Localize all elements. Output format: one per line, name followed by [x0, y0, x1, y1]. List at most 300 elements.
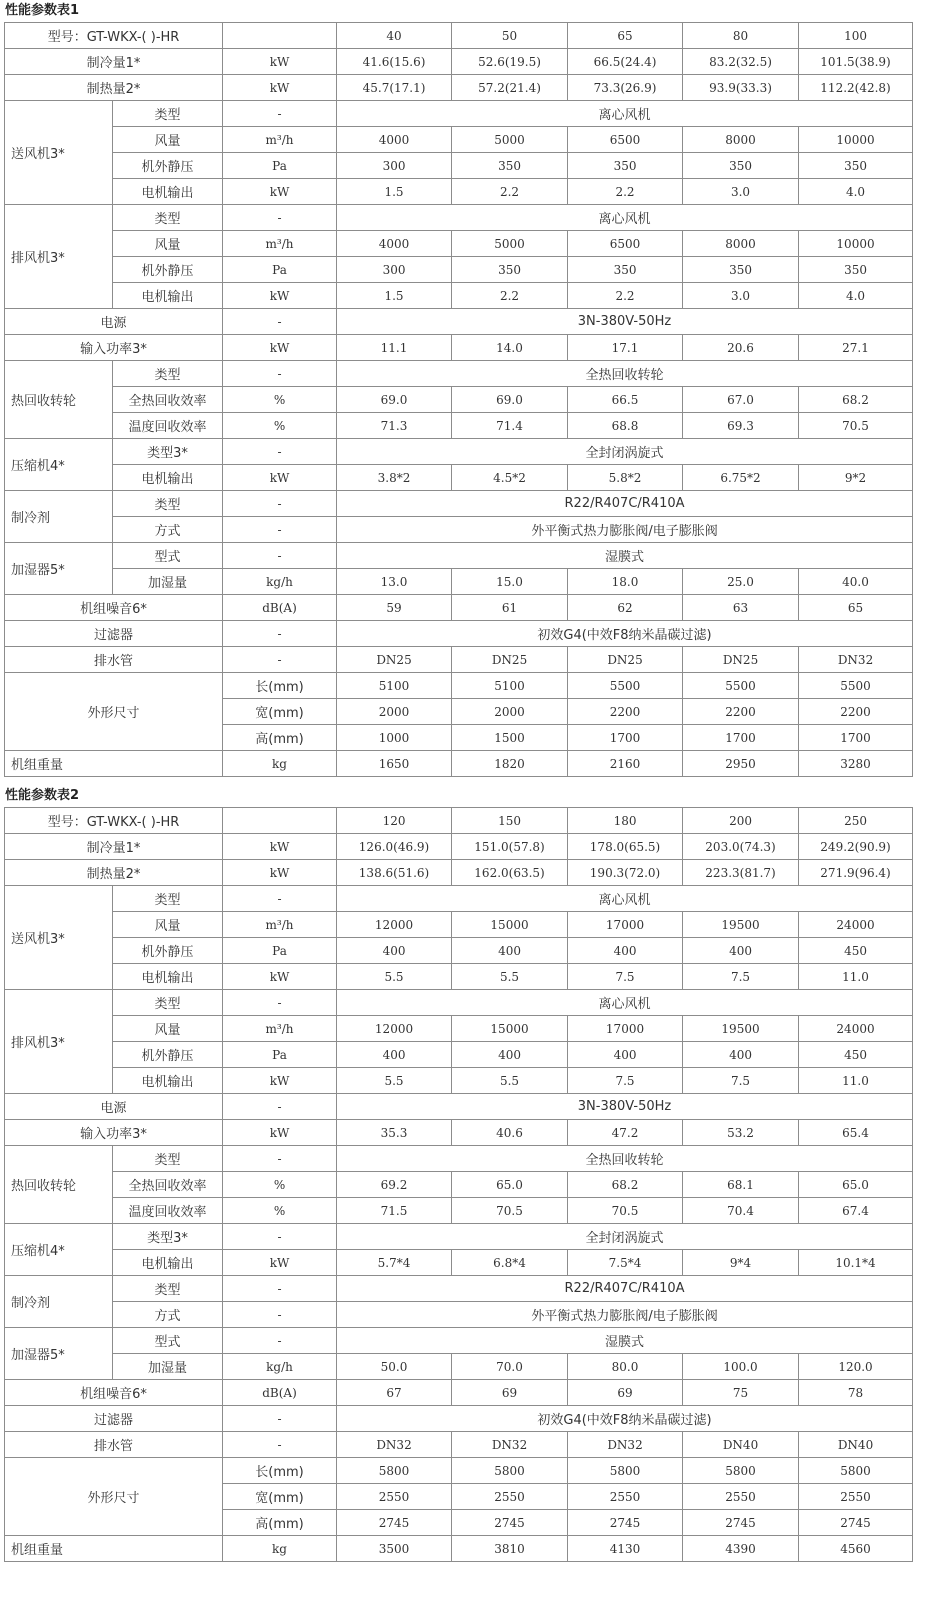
value-cell: 1700: [799, 725, 913, 751]
value-cell: 400: [568, 938, 683, 964]
value-cell: 5500: [568, 673, 683, 699]
value-cell: 1650: [337, 751, 452, 777]
value-cell: 19500: [683, 1016, 799, 1042]
unit-cell: -: [223, 621, 337, 647]
sub-label: 电机输出: [113, 283, 223, 309]
table-row: [5, 335, 913, 361]
sub-label: 电机输出: [113, 1250, 223, 1276]
table-row: [5, 1458, 913, 1484]
row-label: 输入功率3*: [5, 335, 223, 361]
sub-label: 风量: [113, 1016, 223, 1042]
value-cell: 2550: [452, 1484, 568, 1510]
value-cell: 69.0: [337, 387, 452, 413]
row-label: 机组重量: [5, 1536, 223, 1562]
unit-cell: kg/h: [223, 569, 337, 595]
table-row: [5, 1172, 913, 1198]
span-value-cell: R22/R407C/R410A: [337, 1276, 913, 1302]
unit-cell: kW: [223, 283, 337, 309]
value-cell: 3.0: [683, 283, 799, 309]
group-label: 热回收转轮: [5, 361, 113, 439]
value-cell: 350: [452, 153, 568, 179]
span-value-cell: 全封闭涡旋式: [337, 1224, 913, 1250]
value-cell: 1700: [683, 725, 799, 751]
sub-label: 类型: [113, 205, 223, 231]
value-cell: 126.0(46.9): [337, 834, 452, 860]
value-cell: 5.7*4: [337, 1250, 452, 1276]
value-cell: 5.8*2: [568, 465, 683, 491]
unit-cell: kW: [223, 834, 337, 860]
unit-cell: -: [223, 1302, 337, 1328]
dimensions-label: 外形尺寸: [5, 673, 223, 751]
unit-cell: kg: [223, 751, 337, 777]
table-row: [5, 1250, 913, 1276]
value-cell: 203.0(74.3): [683, 834, 799, 860]
value-cell: 5.5: [452, 1068, 568, 1094]
spec-table: [4, 22, 913, 777]
value-cell: 350: [683, 257, 799, 283]
value-cell: 69.3: [683, 413, 799, 439]
span-value-cell: 外平衡式热力膨胀阀/电子膨胀阀: [337, 517, 913, 543]
value-cell: DN25: [452, 647, 568, 673]
table-row: [5, 1120, 913, 1146]
table-row: [5, 912, 913, 938]
unit-cell: -: [223, 1094, 337, 1120]
table-row: [5, 990, 913, 1016]
row-label: 制冷量1*: [5, 834, 223, 860]
table-row: [5, 886, 913, 912]
value-cell: 35.3: [337, 1120, 452, 1146]
value-cell: 2.2: [568, 179, 683, 205]
unit-cell: -: [223, 491, 337, 517]
value-cell: 5800: [337, 1458, 452, 1484]
value-cell: 5.5: [337, 964, 452, 990]
span-value-cell: 湿膜式: [337, 1328, 913, 1354]
unit-cell: %: [223, 1172, 337, 1198]
sub-label: 风量: [113, 231, 223, 257]
value-cell: 83.2(32.5): [683, 49, 799, 75]
value-cell: 5800: [799, 1458, 913, 1484]
value-cell: 450: [799, 938, 913, 964]
table-row: [5, 1042, 913, 1068]
value-cell: 68.2: [799, 387, 913, 413]
value-cell: 63: [683, 595, 799, 621]
value-cell: 2950: [683, 751, 799, 777]
unit-cell: [223, 808, 337, 834]
value-cell: 2745: [683, 1510, 799, 1536]
value-cell: 400: [452, 938, 568, 964]
value-cell: DN32: [452, 1432, 568, 1458]
unit-cell: Pa: [223, 938, 337, 964]
sub-label: 电机输出: [113, 179, 223, 205]
value-cell: 2160: [568, 751, 683, 777]
value-cell: 120.0: [799, 1354, 913, 1380]
unit-cell: m³/h: [223, 1016, 337, 1042]
value-cell: 20.6: [683, 335, 799, 361]
value-cell: 2.2: [452, 179, 568, 205]
value-cell: 66.5(24.4): [568, 49, 683, 75]
value-cell: 2000: [452, 699, 568, 725]
span-value-cell: 离心风机: [337, 101, 913, 127]
span-value-cell: 3N-380V-50Hz: [337, 309, 913, 335]
group-label: 送风机3*: [5, 101, 113, 205]
table-row: [5, 413, 913, 439]
value-cell: 4560: [799, 1536, 913, 1562]
group-label: 制冷剂: [5, 491, 113, 543]
value-cell: 24000: [799, 912, 913, 938]
table-row: [5, 1146, 913, 1172]
unit-cell: Pa: [223, 257, 337, 283]
table-row: [5, 1302, 913, 1328]
value-cell: 71.3: [337, 413, 452, 439]
value-cell: 2200: [799, 699, 913, 725]
table-row: [5, 1380, 913, 1406]
value-cell: 65.0: [799, 1172, 913, 1198]
value-cell: 9*4: [683, 1250, 799, 1276]
value-cell: 7.5*4: [568, 1250, 683, 1276]
value-cell: 300: [337, 257, 452, 283]
unit-cell: %: [223, 387, 337, 413]
value-cell: 178.0(65.5): [568, 834, 683, 860]
value-cell: 73.3(26.9): [568, 75, 683, 101]
spec-table: [4, 807, 913, 1562]
group-label: 压缩机4*: [5, 439, 113, 491]
sub-label: 宽(mm): [223, 1484, 337, 1510]
table-row: [5, 595, 913, 621]
unit-cell: -: [223, 101, 337, 127]
table-row: [5, 751, 913, 777]
value-cell: 53.2: [683, 1120, 799, 1146]
span-value-cell: 离心风机: [337, 886, 913, 912]
sub-label: 类型: [113, 101, 223, 127]
row-label: 制热量2*: [5, 860, 223, 886]
model-cell: 200: [683, 808, 799, 834]
sub-label: 长(mm): [223, 673, 337, 699]
table-row: [5, 543, 913, 569]
table-row: [5, 179, 913, 205]
header-row: [5, 808, 913, 834]
value-cell: 40.0: [799, 569, 913, 595]
value-cell: 67: [337, 1380, 452, 1406]
value-cell: 350: [683, 153, 799, 179]
value-cell: 17000: [568, 1016, 683, 1042]
sub-label: 加湿量: [113, 569, 223, 595]
sub-label: 温度回收效率: [113, 1198, 223, 1224]
unit-cell: Pa: [223, 153, 337, 179]
table-row: [5, 1224, 913, 1250]
value-cell: 27.1: [799, 335, 913, 361]
unit-cell: -: [223, 990, 337, 1016]
sub-label: 风量: [113, 912, 223, 938]
sub-label: 方式: [113, 517, 223, 543]
value-cell: 162.0(63.5): [452, 860, 568, 886]
value-cell: DN32: [337, 1432, 452, 1458]
value-cell: 11.0: [799, 964, 913, 990]
value-cell: 2000: [337, 699, 452, 725]
value-cell: 3.8*2: [337, 465, 452, 491]
value-cell: 52.6(19.5): [452, 49, 568, 75]
group-label: 加湿器5*: [5, 1328, 113, 1380]
value-cell: DN25: [683, 647, 799, 673]
value-cell: 65.0: [452, 1172, 568, 1198]
value-cell: 6500: [568, 127, 683, 153]
unit-cell: -: [223, 647, 337, 673]
spec-table-section-1: [0, 0, 930, 777]
value-cell: 271.9(96.4): [799, 860, 913, 886]
unit-cell: m³/h: [223, 127, 337, 153]
value-cell: 65.4: [799, 1120, 913, 1146]
row-label: 电源: [5, 309, 223, 335]
value-cell: 70.4: [683, 1198, 799, 1224]
sub-label: 类型: [113, 1276, 223, 1302]
table-row: [5, 101, 913, 127]
value-cell: 9*2: [799, 465, 913, 491]
span-value-cell: 离心风机: [337, 205, 913, 231]
unit-cell: -: [223, 517, 337, 543]
sub-label: 方式: [113, 1302, 223, 1328]
model-cell: 40: [337, 23, 452, 49]
model-label: 型号：GT-WKX-( )-HR: [5, 23, 223, 49]
sub-label: 全热回收效率: [113, 1172, 223, 1198]
row-label: 输入功率3*: [5, 1120, 223, 1146]
table-row: [5, 465, 913, 491]
sub-label: 类型: [113, 491, 223, 517]
value-cell: 5800: [568, 1458, 683, 1484]
value-cell: 19500: [683, 912, 799, 938]
group-label: 制冷剂: [5, 1276, 113, 1328]
sub-label: 型式: [113, 1328, 223, 1354]
row-label: 过滤器: [5, 621, 223, 647]
value-cell: 7.5: [568, 964, 683, 990]
value-cell: 7.5: [568, 1068, 683, 1094]
group-label: 热回收转轮: [5, 1146, 113, 1224]
value-cell: 50.0: [337, 1354, 452, 1380]
unit-cell: kW: [223, 964, 337, 990]
value-cell: 5800: [683, 1458, 799, 1484]
value-cell: 3280: [799, 751, 913, 777]
value-cell: 7.5: [683, 1068, 799, 1094]
unit-cell: -: [223, 1146, 337, 1172]
value-cell: 151.0(57.8): [452, 834, 568, 860]
unit-cell: -: [223, 361, 337, 387]
value-cell: 350: [568, 153, 683, 179]
value-cell: 8000: [683, 231, 799, 257]
value-cell: 5500: [799, 673, 913, 699]
value-cell: 2745: [799, 1510, 913, 1536]
unit-cell: -: [223, 1432, 337, 1458]
sub-label: 温度回收效率: [113, 413, 223, 439]
table-row: [5, 517, 913, 543]
row-label: 电源: [5, 1094, 223, 1120]
span-value-cell: 离心风机: [337, 990, 913, 1016]
unit-cell: %: [223, 413, 337, 439]
table-row: [5, 673, 913, 699]
value-cell: 5100: [337, 673, 452, 699]
value-cell: 70.0: [452, 1354, 568, 1380]
unit-cell: m³/h: [223, 231, 337, 257]
table-row: [5, 860, 913, 886]
value-cell: 400: [683, 1042, 799, 1068]
table-row: [5, 257, 913, 283]
value-cell: 47.2: [568, 1120, 683, 1146]
value-cell: 10000: [799, 127, 913, 153]
table-row: [5, 283, 913, 309]
value-cell: 8000: [683, 127, 799, 153]
sub-label: 机外静压: [113, 257, 223, 283]
value-cell: 45.7(17.1): [337, 75, 452, 101]
unit-cell: m³/h: [223, 912, 337, 938]
value-cell: 67.4: [799, 1198, 913, 1224]
value-cell: 350: [799, 153, 913, 179]
model-cell: 50: [452, 23, 568, 49]
unit-cell: kW: [223, 179, 337, 205]
table-row: [5, 309, 913, 335]
model-label: 型号：GT-WKX-( )-HR: [5, 808, 223, 834]
sub-label: 类型: [113, 361, 223, 387]
sub-label: 类型3*: [113, 1224, 223, 1250]
sub-label: 电机输出: [113, 1068, 223, 1094]
value-cell: 69: [568, 1380, 683, 1406]
value-cell: 15.0: [452, 569, 568, 595]
table-title: 性能参数表1: [5, 3, 80, 18]
sub-label: 全热回收效率: [113, 387, 223, 413]
table-row: [5, 621, 913, 647]
value-cell: 2.2: [452, 283, 568, 309]
table-row: [5, 75, 913, 101]
group-label: 加湿器5*: [5, 543, 113, 595]
table-row: [5, 938, 913, 964]
value-cell: 2550: [337, 1484, 452, 1510]
value-cell: 24000: [799, 1016, 913, 1042]
row-label: 过滤器: [5, 1406, 223, 1432]
table-row: [5, 964, 913, 990]
unit-cell: kW: [223, 335, 337, 361]
unit-cell: -: [223, 1276, 337, 1302]
row-label: 机组重量: [5, 751, 223, 777]
value-cell: DN32: [568, 1432, 683, 1458]
table-row: [5, 1536, 913, 1562]
model-cell: 100: [799, 23, 913, 49]
value-cell: 5800: [452, 1458, 568, 1484]
span-value-cell: 全封闭涡旋式: [337, 439, 913, 465]
table-row: [5, 647, 913, 673]
value-cell: 61: [452, 595, 568, 621]
value-cell: 4000: [337, 231, 452, 257]
table-row: [5, 1068, 913, 1094]
value-cell: 41.6(15.6): [337, 49, 452, 75]
table-row: [5, 231, 913, 257]
value-cell: 62: [568, 595, 683, 621]
value-cell: 12000: [337, 1016, 452, 1042]
span-value-cell: R22/R407C/R410A: [337, 491, 913, 517]
value-cell: 3810: [452, 1536, 568, 1562]
value-cell: 1.5: [337, 283, 452, 309]
value-cell: 15000: [452, 1016, 568, 1042]
value-cell: 67.0: [683, 387, 799, 413]
value-cell: 18.0: [568, 569, 683, 595]
unit-cell: -: [223, 886, 337, 912]
value-cell: 101.5(38.9): [799, 49, 913, 75]
sub-label: 高(mm): [223, 1510, 337, 1536]
value-cell: 69: [452, 1380, 568, 1406]
value-cell: 2550: [568, 1484, 683, 1510]
value-cell: 65: [799, 595, 913, 621]
value-cell: 17.1: [568, 335, 683, 361]
value-cell: 2745: [452, 1510, 568, 1536]
value-cell: 400: [452, 1042, 568, 1068]
unit-cell: [223, 23, 337, 49]
value-cell: 1820: [452, 751, 568, 777]
value-cell: 400: [337, 1042, 452, 1068]
unit-cell: kW: [223, 1068, 337, 1094]
model-cell: 250: [799, 808, 913, 834]
model-cell: 80: [683, 23, 799, 49]
unit-cell: kW: [223, 1250, 337, 1276]
value-cell: DN40: [799, 1432, 913, 1458]
unit-cell: kW: [223, 1120, 337, 1146]
table-row: [5, 439, 913, 465]
value-cell: 5000: [452, 127, 568, 153]
sub-label: 类型: [113, 990, 223, 1016]
dimensions-label: 外形尺寸: [5, 1458, 223, 1536]
value-cell: 70.5: [799, 413, 913, 439]
value-cell: 190.3(72.0): [568, 860, 683, 886]
table-row: [5, 1016, 913, 1042]
value-cell: 68.2: [568, 1172, 683, 1198]
value-cell: 66.5: [568, 387, 683, 413]
value-cell: 3.0: [683, 179, 799, 205]
value-cell: 15000: [452, 912, 568, 938]
span-value-cell: 初效G4(中效F8纳米晶碳过滤): [337, 1406, 913, 1432]
value-cell: 450: [799, 1042, 913, 1068]
value-cell: 138.6(51.6): [337, 860, 452, 886]
row-label: 制热量2*: [5, 75, 223, 101]
value-cell: 6.8*4: [452, 1250, 568, 1276]
unit-cell: kW: [223, 465, 337, 491]
header-row: [5, 23, 913, 49]
table-row: [5, 49, 913, 75]
value-cell: 68.8: [568, 413, 683, 439]
sub-label: 类型: [113, 886, 223, 912]
table-row: [5, 127, 913, 153]
value-cell: 1.5: [337, 179, 452, 205]
value-cell: 100.0: [683, 1354, 799, 1380]
table-row: [5, 361, 913, 387]
table-row: [5, 1432, 913, 1458]
table-row: [5, 1354, 913, 1380]
sub-label: 风量: [113, 127, 223, 153]
unit-cell: -: [223, 1328, 337, 1354]
table-row: [5, 1406, 913, 1432]
unit-cell: Pa: [223, 1042, 337, 1068]
unit-cell: %: [223, 1198, 337, 1224]
value-cell: 70.5: [568, 1198, 683, 1224]
value-cell: 4.0: [799, 179, 913, 205]
unit-cell: -: [223, 1406, 337, 1432]
span-value-cell: 全热回收转轮: [337, 1146, 913, 1172]
value-cell: 10.1*4: [799, 1250, 913, 1276]
value-cell: 300: [337, 153, 452, 179]
value-cell: 400: [337, 938, 452, 964]
value-cell: 6.75*2: [683, 465, 799, 491]
span-value-cell: 湿膜式: [337, 543, 913, 569]
value-cell: 40.6: [452, 1120, 568, 1146]
value-cell: 249.2(90.9): [799, 834, 913, 860]
value-cell: 70.5: [452, 1198, 568, 1224]
table-row: [5, 569, 913, 595]
value-cell: 69.0: [452, 387, 568, 413]
row-label: 机组噪音6*: [5, 1380, 223, 1406]
row-label: 排水管: [5, 647, 223, 673]
